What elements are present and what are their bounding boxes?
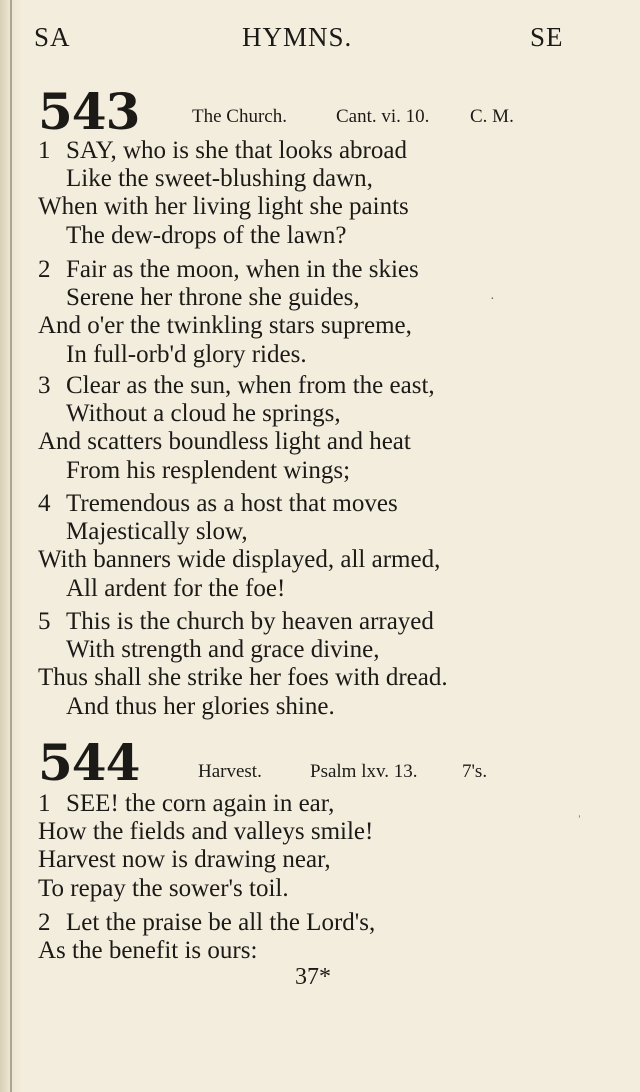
verse-line: Serene her throne she guides,: [66, 284, 360, 312]
hymn-544-heading: [38, 735, 598, 795]
verse-line: When with her living light she paints: [38, 193, 409, 221]
hymn-543-verse-3: [38, 372, 608, 485]
header-title: HYMNS.: [242, 22, 353, 52]
verse-line: Harvest now is drawing near,: [38, 846, 331, 874]
verse-line: Thus shall she strike her foes with dread.: [38, 664, 448, 692]
gutter-line: [10, 0, 12, 1092]
hymn-543-verse-1: [38, 137, 608, 250]
hymn-543-heading: [38, 84, 598, 144]
verse-line: Clear as the sun, when from the east,: [66, 372, 435, 399]
verse-number: 4: [38, 490, 51, 517]
paper-speck: ·: [490, 292, 495, 307]
verse-number: 2: [38, 256, 51, 283]
verse-line: And scatters boundless light and heat: [38, 428, 411, 456]
verse-line: With banners wide displayed, all armed,: [38, 546, 441, 574]
hymn-543-verse-2: [38, 256, 608, 369]
verse-line: Fair as the moon, when in the skies: [66, 256, 419, 283]
hymn-reference: Psalm lxv. 13.: [310, 761, 418, 782]
verse-line: Like the sweet-blushing dawn,: [66, 165, 373, 193]
hymn-reference: Cant. vi. 10.: [336, 106, 430, 127]
verse-number: 5: [38, 608, 51, 635]
verse-line: And thus her glories shine.: [66, 692, 335, 720]
hymn-543-verse-5: [38, 608, 608, 721]
hymn-meter: 7's.: [462, 761, 488, 782]
verse-number: 3: [38, 372, 51, 399]
verse-line: Majestically slow,: [66, 518, 248, 546]
verse-line: Without a cloud he springs,: [66, 400, 341, 428]
running-header: [34, 22, 574, 58]
hymn-number: 543: [38, 82, 140, 141]
verse-line: To repay the sower's toil.: [38, 874, 289, 902]
verse-line: SEE! the corn again in ear,: [66, 790, 335, 817]
verse-line: With strength and grace divine,: [66, 636, 380, 664]
verse-line: Let the praise be all the Lord's,: [66, 909, 376, 936]
verse-line: This is the church by heaven arrayed: [66, 608, 434, 635]
verse-line: And o'er the twinkling stars supreme,: [38, 312, 412, 340]
verse-line: Tremendous as a host that moves: [66, 490, 398, 517]
verse-line: From his resplendent wings;: [66, 456, 351, 484]
hymn-544-verse-1: [38, 790, 608, 903]
hymn-544-verse-2: [38, 909, 608, 965]
verse-line: How the fields and valleys smile!: [38, 818, 374, 846]
verse-line: All ardent for the foe!: [66, 574, 286, 602]
verse-line: The dew-drops of the lawn?: [66, 221, 347, 249]
verse-line: SAY, who is she that looks abroad: [66, 137, 407, 164]
verse-number: 2: [38, 909, 51, 936]
paper-speck: ˈ: [577, 814, 582, 829]
hymn-topic: Harvest.: [198, 761, 262, 782]
verse-line: As the benefit is ours:: [38, 937, 258, 965]
hymn-543-verse-4: [38, 490, 608, 603]
verse-line: In full-orb'd glory rides.: [66, 340, 307, 368]
signature-mark: 37*: [295, 964, 331, 990]
header-right: SE: [530, 22, 564, 52]
header-left: SA: [34, 22, 71, 52]
verse-number: 1: [38, 790, 51, 817]
hymn-number: 544: [38, 733, 140, 792]
hymn-topic: The Church.: [192, 106, 287, 127]
hymn-meter: C. M.: [470, 106, 514, 127]
verse-number: 1: [38, 137, 51, 164]
